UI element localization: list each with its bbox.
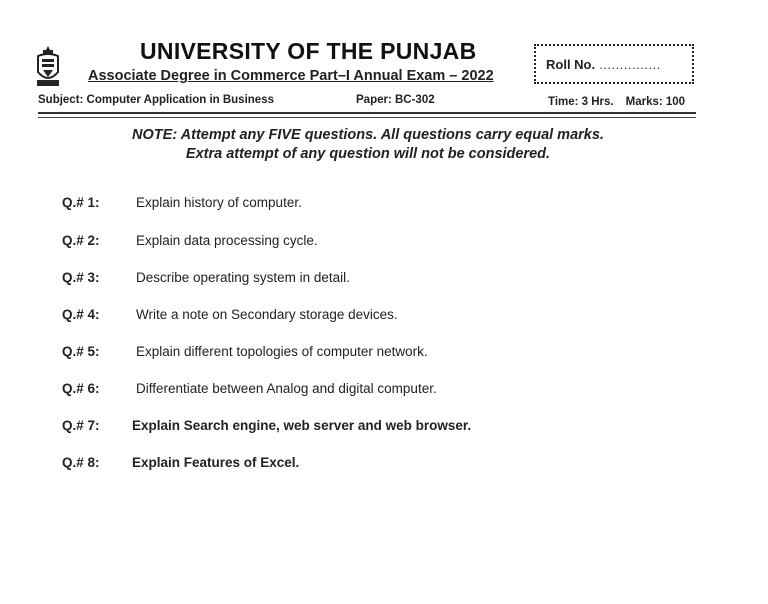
question-item xyxy=(0,195,768,217)
note-line-1: NOTE: Attempt any FIVE questions. All questions carry equal marks. xyxy=(132,127,604,143)
question-number: Q.# 6: xyxy=(62,381,100,396)
question-item xyxy=(0,418,768,440)
question-item xyxy=(0,270,768,292)
question-text: Explain Search engine, web server and web browser. xyxy=(132,418,472,433)
question-number: Q.# 2: xyxy=(62,233,100,248)
exam-title: Associate Degree in Commerce Part–I Annual Exam – 2022 xyxy=(88,68,494,84)
time-allowed: Time: 3 Hrs. xyxy=(548,96,614,108)
paper-code: Paper: BC-302 xyxy=(356,94,435,106)
question-text: Describe operating system in detail. xyxy=(136,270,350,285)
question-number: Q.# 5: xyxy=(62,344,100,359)
question-item xyxy=(0,233,768,255)
question-number: Q.# 7: xyxy=(62,418,100,433)
subject-line: Subject: Computer Application in Business xyxy=(38,94,274,106)
roll-number-box xyxy=(534,44,694,84)
header-divider-thin xyxy=(38,117,696,118)
question-number: Q.# 3: xyxy=(62,270,100,285)
instructions-note xyxy=(0,126,736,164)
question-item xyxy=(0,381,768,403)
question-item xyxy=(0,307,768,329)
question-number: Q.# 1: xyxy=(62,195,100,210)
header-divider xyxy=(38,112,696,114)
total-marks: Marks: 100 xyxy=(625,96,686,108)
note-line-2: Extra attempt of any question will not be considered. xyxy=(185,146,551,162)
question-text: Differentiate between Analog and digital computer. xyxy=(136,381,437,396)
time-and-marks xyxy=(548,96,685,108)
university-title: UNIVERSITY OF THE PUNJAB xyxy=(140,38,477,64)
question-item xyxy=(0,344,768,366)
roll-number-blank: ............... xyxy=(599,56,661,72)
university-crest-icon xyxy=(34,44,62,88)
question-number: Q.# 8: xyxy=(62,455,100,470)
question-text: Explain history of computer. xyxy=(136,195,302,210)
question-item xyxy=(0,455,768,477)
question-text: Explain different topologies of computer network. xyxy=(136,344,428,359)
roll-number-label: Roll No. xyxy=(546,56,596,72)
question-text: Explain data processing cycle. xyxy=(136,233,318,248)
question-text: Explain Features of Excel. xyxy=(132,455,300,470)
question-text: Write a note on Secondary storage devices. xyxy=(136,307,398,322)
question-number: Q.# 4: xyxy=(62,307,100,322)
